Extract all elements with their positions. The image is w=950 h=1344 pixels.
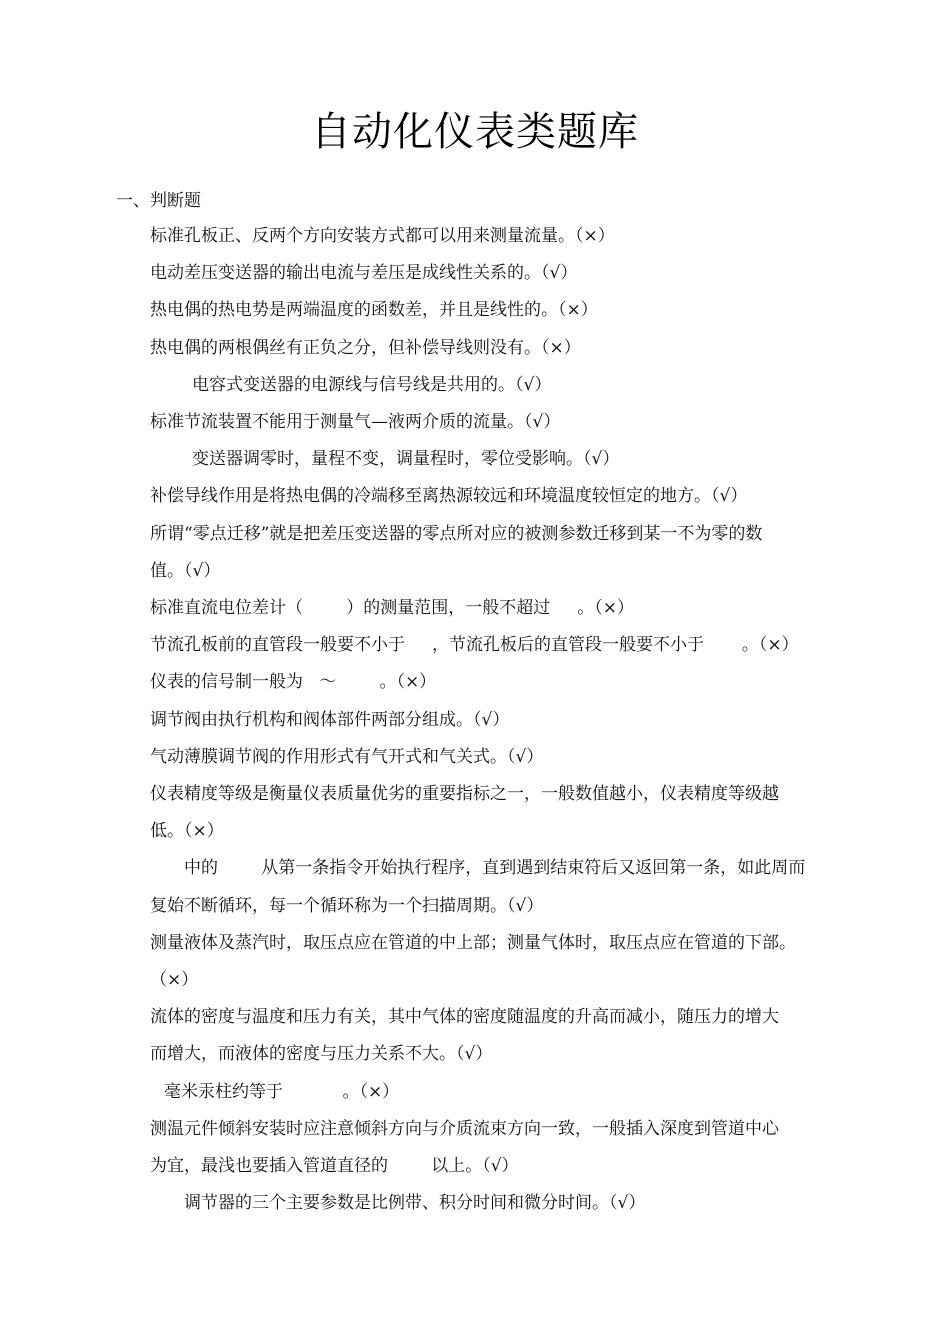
question-item: 标准节流装置不能用于测量气—液两介质的流量。（√） (150, 412, 561, 433)
question-item: 中的 从第一条指令开始执行程序，直到遇到结束符后又返回第一条，如此周而 (184, 858, 806, 879)
question-item: 电容式变送器的电源线与信号线是共用的。（√） (192, 374, 552, 395)
question-item-continued: 低。（×） (150, 821, 224, 842)
question-item-continued: 为宜，最浅也要插入管道直径的 以上。（√） (150, 1156, 519, 1177)
question-item: 仪表精度等级是衡量仪表质量优劣的重要指标之一，一般数值越小，仪表精度等级越 (150, 784, 779, 805)
section-heading: 一、判断题 (116, 191, 201, 211)
question-list (150, 218, 870, 1222)
question-item-continued: 复始不断循环，每一个循环称为一个扫描周期。（√） (150, 895, 544, 916)
question-item: 所谓“零点迁移”就是把差压变送器的零点所对应的被测参数迁移到某一不为零的数 (150, 523, 763, 544)
question-item-continued: （×） (150, 970, 199, 991)
question-item: 节流孔板前的直管段一般要不小于 ，节流孔板后的直管段一般要不小于 。（×） (150, 635, 799, 656)
question-item: 热电偶的两根偶丝有正负之分，但补偿导线则没有。（×） (150, 337, 581, 358)
question-item: 变送器调零时，量程不变，调量程时，零位受影响。（√） (192, 449, 620, 470)
question-item: 调节阀由执行机构和阀体部件两部分组成。（√） (150, 709, 510, 730)
question-item: 毫米汞柱约等于 。（×） (164, 1081, 400, 1102)
question-item-continued: 值。（√） (150, 560, 221, 581)
question-item: 标准孔板正、反两个方向安装方式都可以用来测量流量。（×） (150, 226, 615, 246)
question-item: 气动薄膜调节阀的作用形式有气开式和气关式。（√） (150, 746, 544, 767)
question-item: 测量液体及蒸汽时，取压点应在管道的中上部；测量气体时，取压点应在管道的下部。 (150, 932, 796, 953)
document-title: 自动化仪表类题库 (311, 109, 639, 155)
question-item: 调节器的三个主要参数是比例带、积分时间和微分时间。（√） (184, 1193, 646, 1214)
question-item-continued: 而增大，而液体的密度与压力关系不大。（√） (150, 1044, 493, 1065)
question-item: 电动差压变送器的输出电流与差压是成线性关系的。（√） (150, 263, 578, 284)
question-item: 流体的密度与温度和压力有关，其中气体的密度随温度的升高而减小，随压力的增大 (150, 1007, 779, 1028)
question-item: 标准直流电位差计（ ）的测量范围，一般不超过 。（×） (150, 598, 634, 619)
question-item: 补偿导线作用是将热电偶的冷端移至离热源较远和环境温度较恒定的地方。（√） (150, 486, 748, 507)
question-item: 热电偶的热电势是两端温度的函数差，并且是线性的。（×） (150, 300, 598, 321)
question-item: 测温元件倾斜安装时应注意倾斜方向与介质流束方向一致，一般插入深度到管道中心 (150, 1118, 779, 1139)
question-item: 仪表的信号制一般为 ～ 。（×） (150, 672, 437, 693)
